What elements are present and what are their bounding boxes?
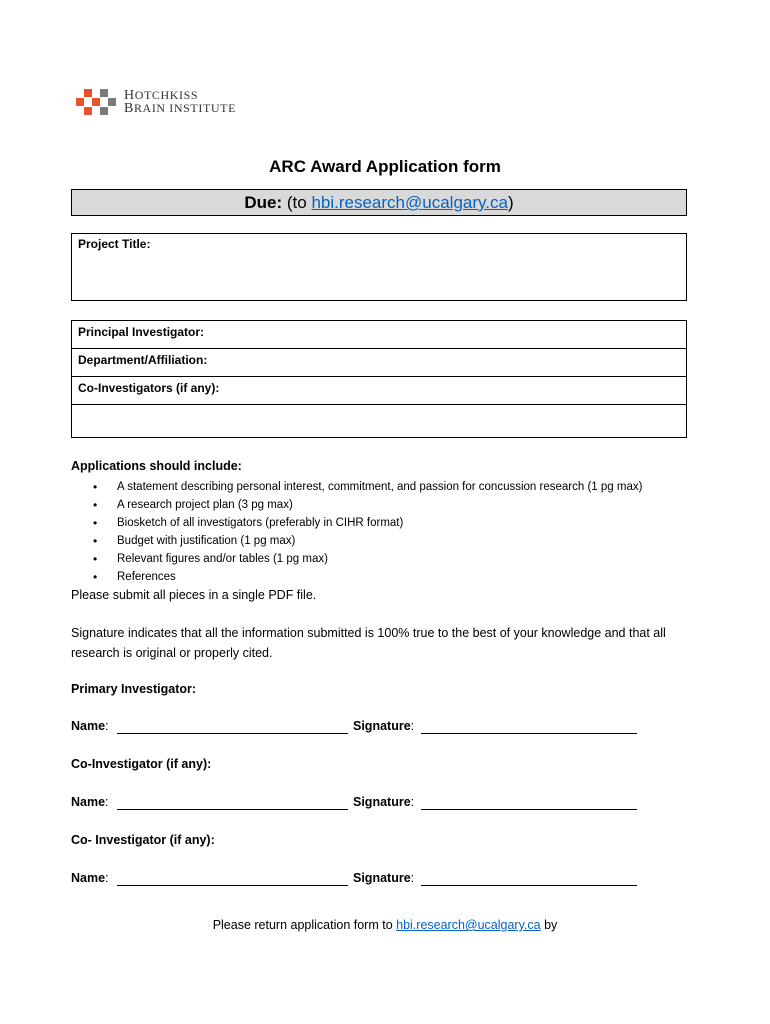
department-label: Department/Affiliation: — [78, 353, 208, 367]
logo-line-1: HOTCHKISS — [124, 88, 199, 103]
primary-signature-row — [71, 719, 671, 739]
co2-signature-row — [71, 871, 671, 891]
list-item: • A research project plan (3 pg max) — [90, 496, 642, 514]
signature-field[interactable] — [421, 733, 637, 734]
project-title-field[interactable] — [71, 233, 687, 301]
name-label: Name: — [71, 719, 109, 733]
requirements-list — [90, 478, 642, 586]
co-investigator-1-label: Co-Investigator (if any): — [71, 757, 212, 771]
return-instructions — [0, 918, 770, 932]
signature-label: Signature: — [353, 871, 415, 885]
due-label: Due: — [244, 193, 283, 212]
co1-signature-row — [71, 795, 671, 815]
coinvestigators-label: Co-Investigators (if any): — [78, 381, 220, 395]
page-title: ARC Award Application form — [269, 157, 501, 176]
name-label: Name: — [71, 871, 109, 885]
logo-wordmark — [124, 89, 236, 115]
due-banner — [71, 189, 687, 216]
list-item: • Budget with justification (1 pg max) — [90, 532, 642, 550]
pi-field[interactable] — [72, 321, 686, 349]
list-item: • References — [90, 568, 642, 586]
requirements-heading: Applications should include: — [71, 459, 242, 473]
name-label: Name: — [71, 795, 109, 809]
co-investigator-2-label: Co- Investigator (if any): — [71, 833, 215, 847]
footer-text-after: by — [540, 918, 558, 932]
list-item: • Biosketch of all investigators (preferably in CIHR format) — [90, 514, 642, 532]
pi-label: Principal Investigator: — [78, 325, 205, 339]
due-email-link[interactable]: hbi.research@ucalgary.ca — [311, 193, 508, 212]
primary-investigator-label: Primary Investigator: — [71, 682, 197, 696]
list-item: • Relevant figures and/or tables (1 pg max) — [90, 550, 642, 568]
footer-text: Please return application form to — [212, 918, 397, 932]
signature-field[interactable] — [421, 885, 637, 886]
signature-label: Signature: — [353, 719, 415, 733]
name-field[interactable] — [117, 885, 348, 886]
project-title-label: Project Title: — [78, 237, 151, 251]
list-item: • A statement describing personal interest, commitment, and passion for concussion research (1 pg max) — [90, 478, 642, 496]
department-field[interactable] — [72, 349, 686, 377]
investigator-table — [71, 320, 687, 438]
coinvestigators-field[interactable] — [72, 405, 686, 433]
signature-label: Signature: — [353, 795, 415, 809]
logo-line-2: BRAIN INSTITUTE — [124, 101, 237, 116]
signature-statement: Signature indicates that all the information submitted is 100% true to the best of your knowledge and that all research is original or properly cited. — [71, 626, 666, 660]
name-field[interactable] — [117, 733, 348, 734]
submit-note: Please submit all pieces in a single PDF file. — [71, 588, 317, 602]
due-prefix: (to — [282, 193, 312, 212]
signature-field[interactable] — [421, 809, 637, 810]
coinvestigators-label-row — [72, 377, 686, 405]
footer-email-link[interactable]: hbi.research@ucalgary.ca — [396, 918, 541, 932]
name-field[interactable] — [117, 809, 348, 810]
hbi-logo-icon — [76, 89, 120, 117]
due-suffix: ) — [507, 193, 514, 212]
